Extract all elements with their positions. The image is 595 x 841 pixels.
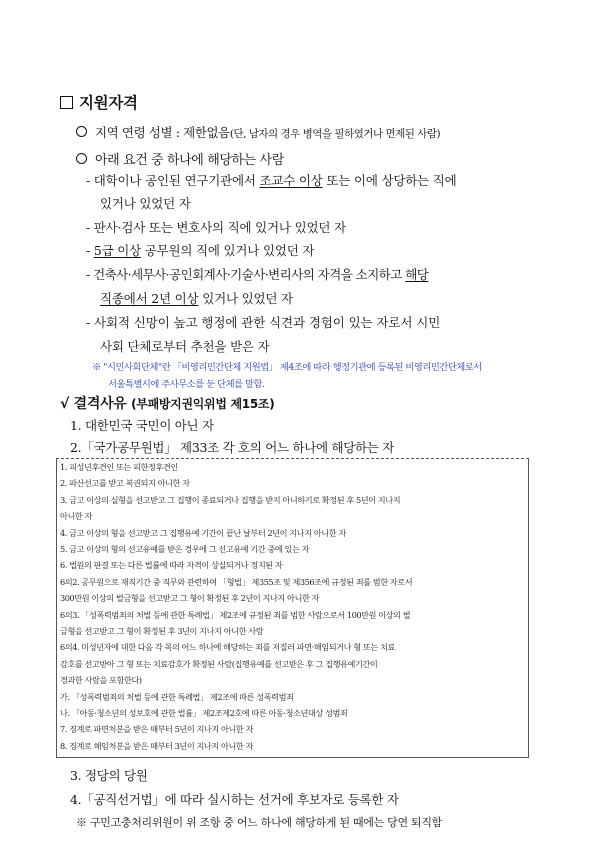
- requirement-professor: [86, 171, 457, 189]
- requirement-license: [86, 265, 428, 283]
- law-row: 경과한 사람을 포함한다): [60, 675, 142, 686]
- law-row: 1. 피성년후견인 또는 피한정후견인: [60, 462, 178, 472]
- requirement-grade5: [86, 241, 314, 259]
- law-row: 6의2. 공무원으로 재직기간 중 직무와 관련하여 「형법」 제355조 및 제356조에 규정된 죄를 범한 자로서: [60, 576, 413, 587]
- section-subtitle: (부패방지권익위법 제15조): [131, 397, 275, 411]
- section-title-qualifications: [60, 91, 138, 113]
- law-row: 금형을 선고받고 그 형이 확정된 후 3년이 지나지 아니한 사람: [60, 626, 264, 636]
- disqualification-item-4: 4.「공직선거법」에 따라 실시하는 선거에 후보자로 등록한 자: [70, 792, 399, 807]
- underlined-text: 직종에서 2년 이상: [100, 291, 199, 306]
- text: 공무원의 직에 있거나 있었던 자: [140, 243, 315, 258]
- bullet-note: (단, 남자의 경우 병역을 필하였거나 면제된 사람): [229, 128, 441, 140]
- law-row: 가. 「성폭력범죄의 처벌 등에 관한 특례법」 제2조에 따른 성폭력범죄: [60, 691, 294, 702]
- bullet-requirements: [76, 149, 284, 168]
- law-row: 아니한 자: [60, 511, 92, 522]
- text: 있거나 있었던 자: [100, 196, 191, 211]
- law-row: 6의4. 미성년자에 대한 다음 각 목의 어느 하나에 해당하는 죄를 저질러 파면·해임되거나 형 또는 치료: [60, 642, 395, 653]
- civil-service-law-box: [56, 458, 529, 758]
- circle-bullet-icon: [76, 126, 87, 137]
- text: 있거나 있었던 자: [198, 291, 293, 306]
- requirement-judge: [86, 218, 346, 236]
- law-row: 7. 징계로 파면처분을 받은 때부터 5년이 지나지 아니한 자: [60, 724, 253, 735]
- underlined-text: 해당: [405, 267, 429, 282]
- requirement-professor-cont: [100, 194, 191, 212]
- checkbox-square-icon: [60, 96, 73, 109]
- text: - 대학이나 공인된 연구기관에서: [86, 173, 260, 188]
- law-row: 감호를 선고받아 그 형 또는 치료감호가 확정된 사람(집행유예를 선고받은 후 그 집행유예기간이: [60, 658, 378, 669]
- law-row: 6. 법원의 판결 또는 다른 법률에 따라 자격이 상실되거나 정지된 자: [60, 560, 283, 571]
- text: 사회 단체로부터 추천을 받은 자: [100, 339, 270, 354]
- disqualification-item-1: 1. 대한민국 국민이 아닌 자: [70, 418, 214, 433]
- section-title-text: 지원자격: [79, 94, 138, 112]
- law-row: 300만원 이상의 벌금형을 선고받고 그 형이 확정된 후 2년이 지나지 아니한 자: [60, 593, 320, 604]
- law-row: 4. 금고 이상의 형을 선고받고 그 집행유예 기간이 끝난 날부터 2년이 지나지 아니한 자: [60, 527, 346, 538]
- law-row: 5. 금고 이상의 형의 선고유예를 받은 경우에 그 선고유예 기간 중에 있는 자: [60, 544, 310, 554]
- disqualification-item-2: 2.「국가공무원법」 제33조 각 호의 어느 하나에 해당하는 자: [70, 440, 395, 455]
- text: - 건축사·세무사·공인회계사·기술사·변리사의 자격을 소지하고: [86, 267, 406, 282]
- requirement-license-cont: [100, 289, 293, 307]
- civic-group-note-line2: 서울특별시에 주사무소를 둔 단체를 말함.: [108, 379, 265, 390]
- civic-group-note-line1: ※ "시민사회단체"란 「비영리민간단체 지원법」 제4조에 따라 행정기관에 등록된 비영리민간단체로서: [92, 362, 482, 373]
- resignation-footnote: ※ 구민고충처리위원이 위 조항 중 어느 하나에 해당하게 된 때에는 당연 퇴직함: [76, 816, 442, 829]
- text: - 판사·검사 또는 변호사의 직에 있거나 있었던 자: [86, 220, 346, 235]
- text: - 사회적 신망이 높고 행정에 관한 식견과 경험이 있는 자로서 시민: [86, 315, 441, 330]
- section-title-text: 결격사유: [73, 396, 127, 412]
- law-row: 3. 금고 이상의 실형을 선고받고 그 집행이 종료되거나 집행을 받지 아니하기로 확정된 후 5년이 지나지: [60, 494, 401, 505]
- section-title-disqualifications: [60, 393, 274, 413]
- law-row: 2. 파산선고를 받고 복권되지 아니한 자: [60, 478, 190, 489]
- check-mark-icon: √: [60, 396, 70, 412]
- circle-bullet-icon: [76, 153, 87, 164]
- underlined-text: 5급 이상: [93, 243, 141, 258]
- underlined-text: 조교수 이상: [259, 173, 323, 188]
- text: -: [86, 243, 94, 258]
- bullet-text: 지역 연령 성별 : 제한없음: [95, 125, 230, 140]
- law-row: 나. 「아동·청소년의 성보호에 관한 법률」 제2조제2호에 따른 아동·청소년대상 성범죄: [60, 708, 348, 718]
- requirement-civic-cont: [100, 337, 269, 355]
- law-row: 6의3. 「성폭력범죄의 처벌 등에 관한 특례법」 제2조에 규정된 죄를 범한 사람으로서 100만원 이상의 벌: [60, 609, 411, 620]
- disqualification-item-3: 3. 정당의 당원: [70, 768, 148, 783]
- law-row: 8. 징계로 해임처분을 받은 때부터 3년이 지나지 아니한 자: [60, 740, 253, 751]
- bullet-region-age-gender: [76, 123, 440, 141]
- requirement-civic: [86, 313, 440, 331]
- bullet-text: 아래 요건 중 하나에 해당하는 사람: [95, 153, 284, 168]
- text: 또는 이에 상당하는 직에: [322, 173, 457, 188]
